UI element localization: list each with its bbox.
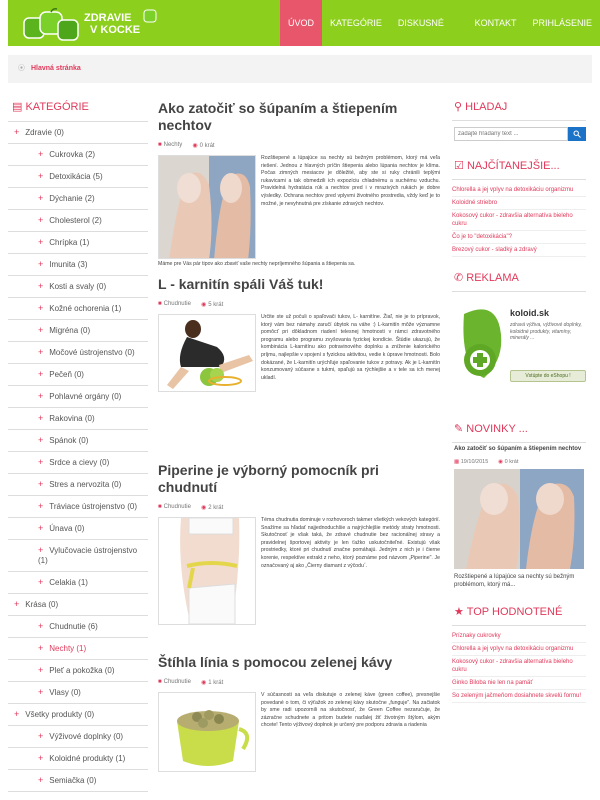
article-meta xyxy=(158,504,440,511)
eye-icon: ◉ xyxy=(200,302,207,308)
article-category[interactable]: Chudnutie xyxy=(163,679,191,685)
plus-icon: + xyxy=(38,501,44,511)
folder-icon: ■ xyxy=(158,679,162,685)
logo-text-line1: ZDRAVIE xyxy=(84,12,132,24)
article-title[interactable]: L - karnitín spáli Váš tuk! xyxy=(158,276,324,292)
category-item[interactable] xyxy=(8,298,148,320)
checkbox-icon: ☑ xyxy=(454,160,464,172)
category-label: Únava (0) xyxy=(49,524,85,533)
popular-title: NAJČÍTANEJŠIE... xyxy=(466,160,560,172)
categories-heading xyxy=(8,96,148,122)
list-icon: ▤ xyxy=(12,101,23,113)
eye-icon: ◉ xyxy=(192,143,198,149)
nav-diskusne-forum[interactable]: DISKUSNÉ xyxy=(397,18,444,28)
category-label: Chudnutie (6) xyxy=(49,622,98,631)
category-item[interactable] xyxy=(8,430,148,452)
main-content xyxy=(158,100,440,794)
category-item[interactable] xyxy=(8,726,148,748)
category-item[interactable] xyxy=(8,122,148,144)
category-label: Všetky produkty (0) xyxy=(25,710,95,719)
category-label: Výživové doplnky (0) xyxy=(49,732,124,741)
category-label: Vlasy (0) xyxy=(49,688,81,697)
plus-icon: + xyxy=(14,599,20,609)
plus-icon: + xyxy=(38,171,44,181)
category-label: Pečeň (0) xyxy=(49,370,84,379)
plus-icon: + xyxy=(38,523,44,533)
ad-text: zdravá výživa, výživové doplnky, koloidné produkty, vitamíny, minerály ... xyxy=(510,322,582,341)
category-item[interactable] xyxy=(8,452,148,474)
site-logo[interactable] xyxy=(22,8,162,42)
search-input[interactable] xyxy=(454,127,568,141)
search-form xyxy=(454,127,586,141)
plus-icon: + xyxy=(38,413,44,423)
plus-icon: + xyxy=(38,731,44,741)
category-label: Zdravie (0) xyxy=(25,128,64,137)
nails-image xyxy=(454,469,584,569)
category-item[interactable] xyxy=(8,594,148,616)
waist-measure-image xyxy=(159,518,256,625)
category-item[interactable] xyxy=(8,364,148,386)
breadcrumb xyxy=(8,55,592,83)
category-label: Cukrovka (2) xyxy=(49,150,96,159)
plus-icon: + xyxy=(38,775,44,785)
plus-icon: + xyxy=(38,479,44,489)
ad-title: REKLAMA xyxy=(466,272,519,284)
category-label: Dýchanie (2) xyxy=(49,194,95,203)
article-thumbnail-waist[interactable] xyxy=(158,517,256,625)
category-item[interactable] xyxy=(8,210,148,232)
fitness-image xyxy=(159,315,256,392)
article-views: 5 krát xyxy=(208,302,224,308)
category-item[interactable] xyxy=(8,704,148,726)
category-label: Pleť a pokožka (0) xyxy=(49,666,115,675)
category-item[interactable] xyxy=(8,386,148,408)
eye-icon: ◉ xyxy=(498,459,504,465)
category-item[interactable] xyxy=(8,682,148,704)
site-header xyxy=(0,0,600,46)
search-heading xyxy=(452,96,586,121)
ad-eshop-button[interactable] xyxy=(510,370,586,382)
news-views: 0 krát xyxy=(504,459,519,465)
search-title: HĽADAJ xyxy=(465,101,508,113)
plus-icon: + xyxy=(38,215,44,225)
bubble-icon: ✎ xyxy=(454,423,464,435)
top-rated-link[interactable]: Príznaky cukrovky xyxy=(452,630,586,643)
category-item[interactable] xyxy=(8,616,148,638)
nav-uvod[interactable]: ÚVOD xyxy=(280,0,322,46)
category-item[interactable] xyxy=(8,748,148,770)
news-meta xyxy=(454,459,586,465)
top-rated-title: TOP HODNOTENÉ xyxy=(466,606,563,618)
top-rated-link[interactable]: So zeleným jačmeňom dosiahnete skvelú formu! xyxy=(452,690,586,703)
category-item[interactable] xyxy=(8,572,148,594)
category-label: Tráviace ústrojenstvo (0) xyxy=(49,502,137,511)
popular-link[interactable]: Koloidné striebro xyxy=(452,197,586,210)
search-icon xyxy=(573,130,581,138)
article xyxy=(158,654,440,794)
eye-icon: ◉ xyxy=(200,680,207,686)
nav-prihlasenie[interactable]: PRIHLÁSENIE xyxy=(532,18,592,28)
category-label: Pohlavné orgány (0) xyxy=(49,392,122,401)
plus-icon: + xyxy=(38,193,44,203)
category-label: Srdce a cievy (0) xyxy=(49,458,110,467)
popular-link[interactable]: Chlorella a jej vplyv na detoxikáciu organizmu xyxy=(452,184,586,197)
article-excerpt: Rozštiepené a lúpajúce sa nechty sú bežným problémom, ktorý má veľa riešení. Jednou z hlavných príčin štiepenia alebo lúpania nechtov je klíma. Počas zimných mesiacov je dôležité, aby ste si ruky chránili teplými rukavicami a tak obmedzili ich expozíciu chladnému a suchému vzduchu. Pravidelná hydratácia rúk a nechtov pred i v mrazivých rukách je dobre výsledky. Ochrana nechtov pred vplyvmi životného prostredia, vždy keď je to možné, je nevyhnutná pre získanie zdravých nechtov. xyxy=(261,155,440,207)
category-item[interactable] xyxy=(8,408,148,430)
popular-heading xyxy=(452,155,586,180)
category-label: Imunita (3) xyxy=(49,260,88,269)
plus-icon: + xyxy=(38,303,44,313)
plus-icon: + xyxy=(14,709,20,719)
news-heading xyxy=(452,418,586,443)
article-category[interactable]: Chudnutie xyxy=(163,301,191,307)
top-rated-link[interactable]: Ginko Biloba nie len na pamäť xyxy=(452,677,586,690)
plus-icon: + xyxy=(38,545,44,555)
category-label: Detoxikácia (5) xyxy=(49,172,103,181)
category-item[interactable] xyxy=(8,474,148,496)
sidebar-categories xyxy=(8,96,148,792)
article-title[interactable]: Ako zatočiť so šúpaním a štiepením nechtov xyxy=(158,100,398,133)
article xyxy=(158,462,440,654)
article-thumbnail-nails[interactable] xyxy=(158,155,256,259)
nav-kategorie[interactable]: KATEGÓRIE xyxy=(330,18,382,28)
plus-icon: + xyxy=(38,347,44,357)
category-label: Cholesterol (2) xyxy=(49,216,102,225)
top-rated-link[interactable]: Chlorella a jej vplyv na detoxikáciu organizmu xyxy=(452,643,586,656)
article-views: 0 krát xyxy=(199,143,215,149)
plus-icon: + xyxy=(38,577,44,587)
category-item[interactable] xyxy=(8,518,148,540)
popular-list xyxy=(452,184,586,257)
category-label: Krása (0) xyxy=(25,600,59,609)
plus-icon: + xyxy=(38,281,44,291)
plus-icon: + xyxy=(38,621,44,631)
ad-brand: koloid.sk xyxy=(510,308,550,318)
green-coffee-image xyxy=(159,693,256,772)
ad-heading xyxy=(452,267,586,292)
article-views: 1 krát xyxy=(208,680,224,686)
news-excerpt: Rozštiepené a lúpajúce sa nechty sú bežným problémom, ktorý má... xyxy=(454,574,575,588)
category-label: Spánok (0) xyxy=(49,436,89,445)
top-rated-list xyxy=(452,630,586,703)
article-category[interactable]: Nechty xyxy=(163,142,183,148)
article-excerpt-tail: Máme pre Vás pár tipov ako zbaviť vaše nechty nepríjemného šúpania a štiepenia sa. xyxy=(158,261,356,267)
category-item[interactable] xyxy=(8,320,148,342)
ad-banner[interactable] xyxy=(454,298,588,408)
category-label: Migréna (0) xyxy=(49,326,91,335)
category-label: Rakovina (0) xyxy=(49,414,95,423)
plus-icon: + xyxy=(38,643,44,653)
nav-kontakt[interactable]: KONTAKT xyxy=(474,18,517,28)
article-views: 2 krát xyxy=(208,505,224,511)
plus-icon: + xyxy=(38,687,44,697)
category-label: Semiačka (0) xyxy=(49,776,97,785)
plus-icon: + xyxy=(38,391,44,401)
folder-icon: ■ xyxy=(158,142,162,148)
top-rated-heading xyxy=(452,601,586,626)
plus-icon: + xyxy=(38,457,44,467)
top-rated-link[interactable]: Kokosový cukor - zdravšia alternatíva bieleho cukru xyxy=(452,656,586,677)
article-title[interactable]: Štíhla línia s pomocou zelenej kávy xyxy=(158,654,393,670)
plus-icon: + xyxy=(14,127,20,137)
plus-icon: + xyxy=(38,753,44,763)
article-excerpt: Určite ste už počuli o spaľovači tukov, L- karnitíne. Žiaľ, nie je to prípravok, ktorý vám bez námahy zaručí úbytok na váhe :) L-karnitín môže významne pomôcť pri dôkladnom riadení telesnej hmotnosti v rámci zdravotného programu alebo programu zvyšovania fyzickej kondície. Štúdie ukazujú, že kombinácia L-karnitínu ako potravinového doplnku a zníženie kalorického príjmu, najlepšie v spojení s fyzickou aktivitou, vedie k úprave hmotnosti. Bolo dokázané, že L-karnitín urýchľuje spaľovanie tukov z potravy. Ak je L-karnitín konzumovaný súčasne s tukmi, spaľujú sa rýchlejšie a v tele sa ich menej ukladí. xyxy=(261,314,440,381)
star-icon: ★ xyxy=(454,606,464,618)
article-meta xyxy=(158,301,440,308)
category-label: Koloidné produkty (1) xyxy=(49,754,126,763)
plus-icon: + xyxy=(38,149,44,159)
category-item[interactable] xyxy=(8,232,148,254)
category-list xyxy=(8,122,148,792)
article-title[interactable]: Piperine je výborný pomocník pri chudnutí xyxy=(158,462,379,495)
category-item[interactable] xyxy=(8,496,148,518)
category-label: Celakia (1) xyxy=(49,578,88,587)
category-item[interactable] xyxy=(8,660,148,682)
plus-icon: + xyxy=(38,237,44,247)
calendar-icon: ▦ xyxy=(454,459,460,465)
news-title-heading: NOVINKY ... xyxy=(466,423,528,435)
article-excerpt: V súčasnosti sa veľa diskutuje o zelenej káve (green coffee), presnejšie povedané o tom, či výťažok zo zelenej kávy skutočne „funguje". Na začiatok by sme radi upozornili na skutočnosť, že Green Coffee nezaručuje, že zázračne schudnete a pritom budete naďalej žiť životným štýlom, akým chcete! Tento výživový doplnok je určený pre podporu zdravia a riadenia xyxy=(261,692,440,729)
news-item-title[interactable]: Ako zatočiť so šúpaním a štiepením nechtov xyxy=(454,446,582,452)
search-icon: ⚲ xyxy=(454,101,463,113)
ad-button-label: Vstúpte do eShopu ! xyxy=(525,373,571,379)
article-category[interactable]: Chudnutie xyxy=(163,504,191,510)
category-item[interactable] xyxy=(8,638,148,660)
category-label: Kožné ochorenia (1) xyxy=(49,304,122,313)
plus-icon: + xyxy=(38,665,44,675)
leaf-plus-icon xyxy=(454,304,504,394)
folder-icon: ■ xyxy=(158,301,162,307)
category-item[interactable] xyxy=(8,342,148,364)
plus-icon: + xyxy=(38,259,44,269)
article-excerpt: Téma chudnutia dominuje v rozhovoroch takmer všetkých vekových kategórií. Snažíme sa hľadať najjednoduchšie a najrýchlejšie metódy straty hmotnosti. Skutočnosť je však taká, že zdravé chudnutie bez racionálnej stravy a pravidelnej športovej aktivity je len ťažko uskutočniteľné. Existujú však prostriedky, ktoré pri chudnutí značne pomáhajú. Jedným z nich je i čierne korenie, respektíve extrakt z neho, ktorý poznáme pod názvom „Piperine". Je označovaný aj ako „Čierny diamant z výčoduˇ. xyxy=(261,517,440,569)
category-label: Stres a nervozita (0) xyxy=(49,480,122,489)
category-item[interactable] xyxy=(8,770,148,792)
megaphone-icon: ✆ xyxy=(454,272,464,284)
logo-text-line2: V KOCKE xyxy=(90,24,141,36)
location-pin-icon: ⦿ xyxy=(18,65,25,72)
category-item[interactable] xyxy=(8,144,148,166)
category-item[interactable] xyxy=(8,166,148,188)
breadcrumb-home-link[interactable]: Hlavná stránka xyxy=(30,65,81,72)
search-button[interactable] xyxy=(568,127,586,141)
plus-icon: + xyxy=(38,325,44,335)
category-label: Chrípka (1) xyxy=(49,238,90,247)
article-thumbnail-coffee[interactable] xyxy=(158,692,256,772)
article xyxy=(158,100,440,276)
popular-link[interactable]: Kokosový cukor - zdravšia alternatíva bieleho cukru xyxy=(452,210,586,231)
category-item[interactable] xyxy=(8,188,148,210)
article-meta xyxy=(158,679,440,686)
popular-link[interactable]: Brezový cukor - sladký a zdravý xyxy=(452,244,586,257)
popular-link[interactable]: Čo je to "detoxikácia"? xyxy=(452,231,586,244)
sidebar-right xyxy=(452,96,586,703)
category-item[interactable] xyxy=(8,276,148,298)
article xyxy=(158,276,440,462)
news-thumbnail[interactable] xyxy=(454,469,584,569)
folder-icon: ■ xyxy=(158,504,162,510)
article-thumbnail-fitness[interactable] xyxy=(158,314,256,392)
plus-icon: + xyxy=(38,435,44,445)
main-nav xyxy=(280,0,600,46)
category-label: Močové ústrojenstvo (0) xyxy=(49,348,135,357)
category-label: Nechty (1) xyxy=(49,644,87,653)
categories-title: KATEGÓRIE xyxy=(25,101,89,113)
category-label: Kosti a svaly (0) xyxy=(49,282,107,291)
article-meta xyxy=(158,142,440,149)
plus-icon: + xyxy=(38,369,44,379)
category-label: Vylučovacie ústrojenstvo (1) xyxy=(38,546,138,565)
news-date: 19/10/2015 xyxy=(460,459,489,465)
category-item[interactable] xyxy=(8,254,148,276)
category-item[interactable] xyxy=(8,540,148,572)
nails-image xyxy=(159,156,256,259)
eye-icon: ◉ xyxy=(200,505,207,511)
